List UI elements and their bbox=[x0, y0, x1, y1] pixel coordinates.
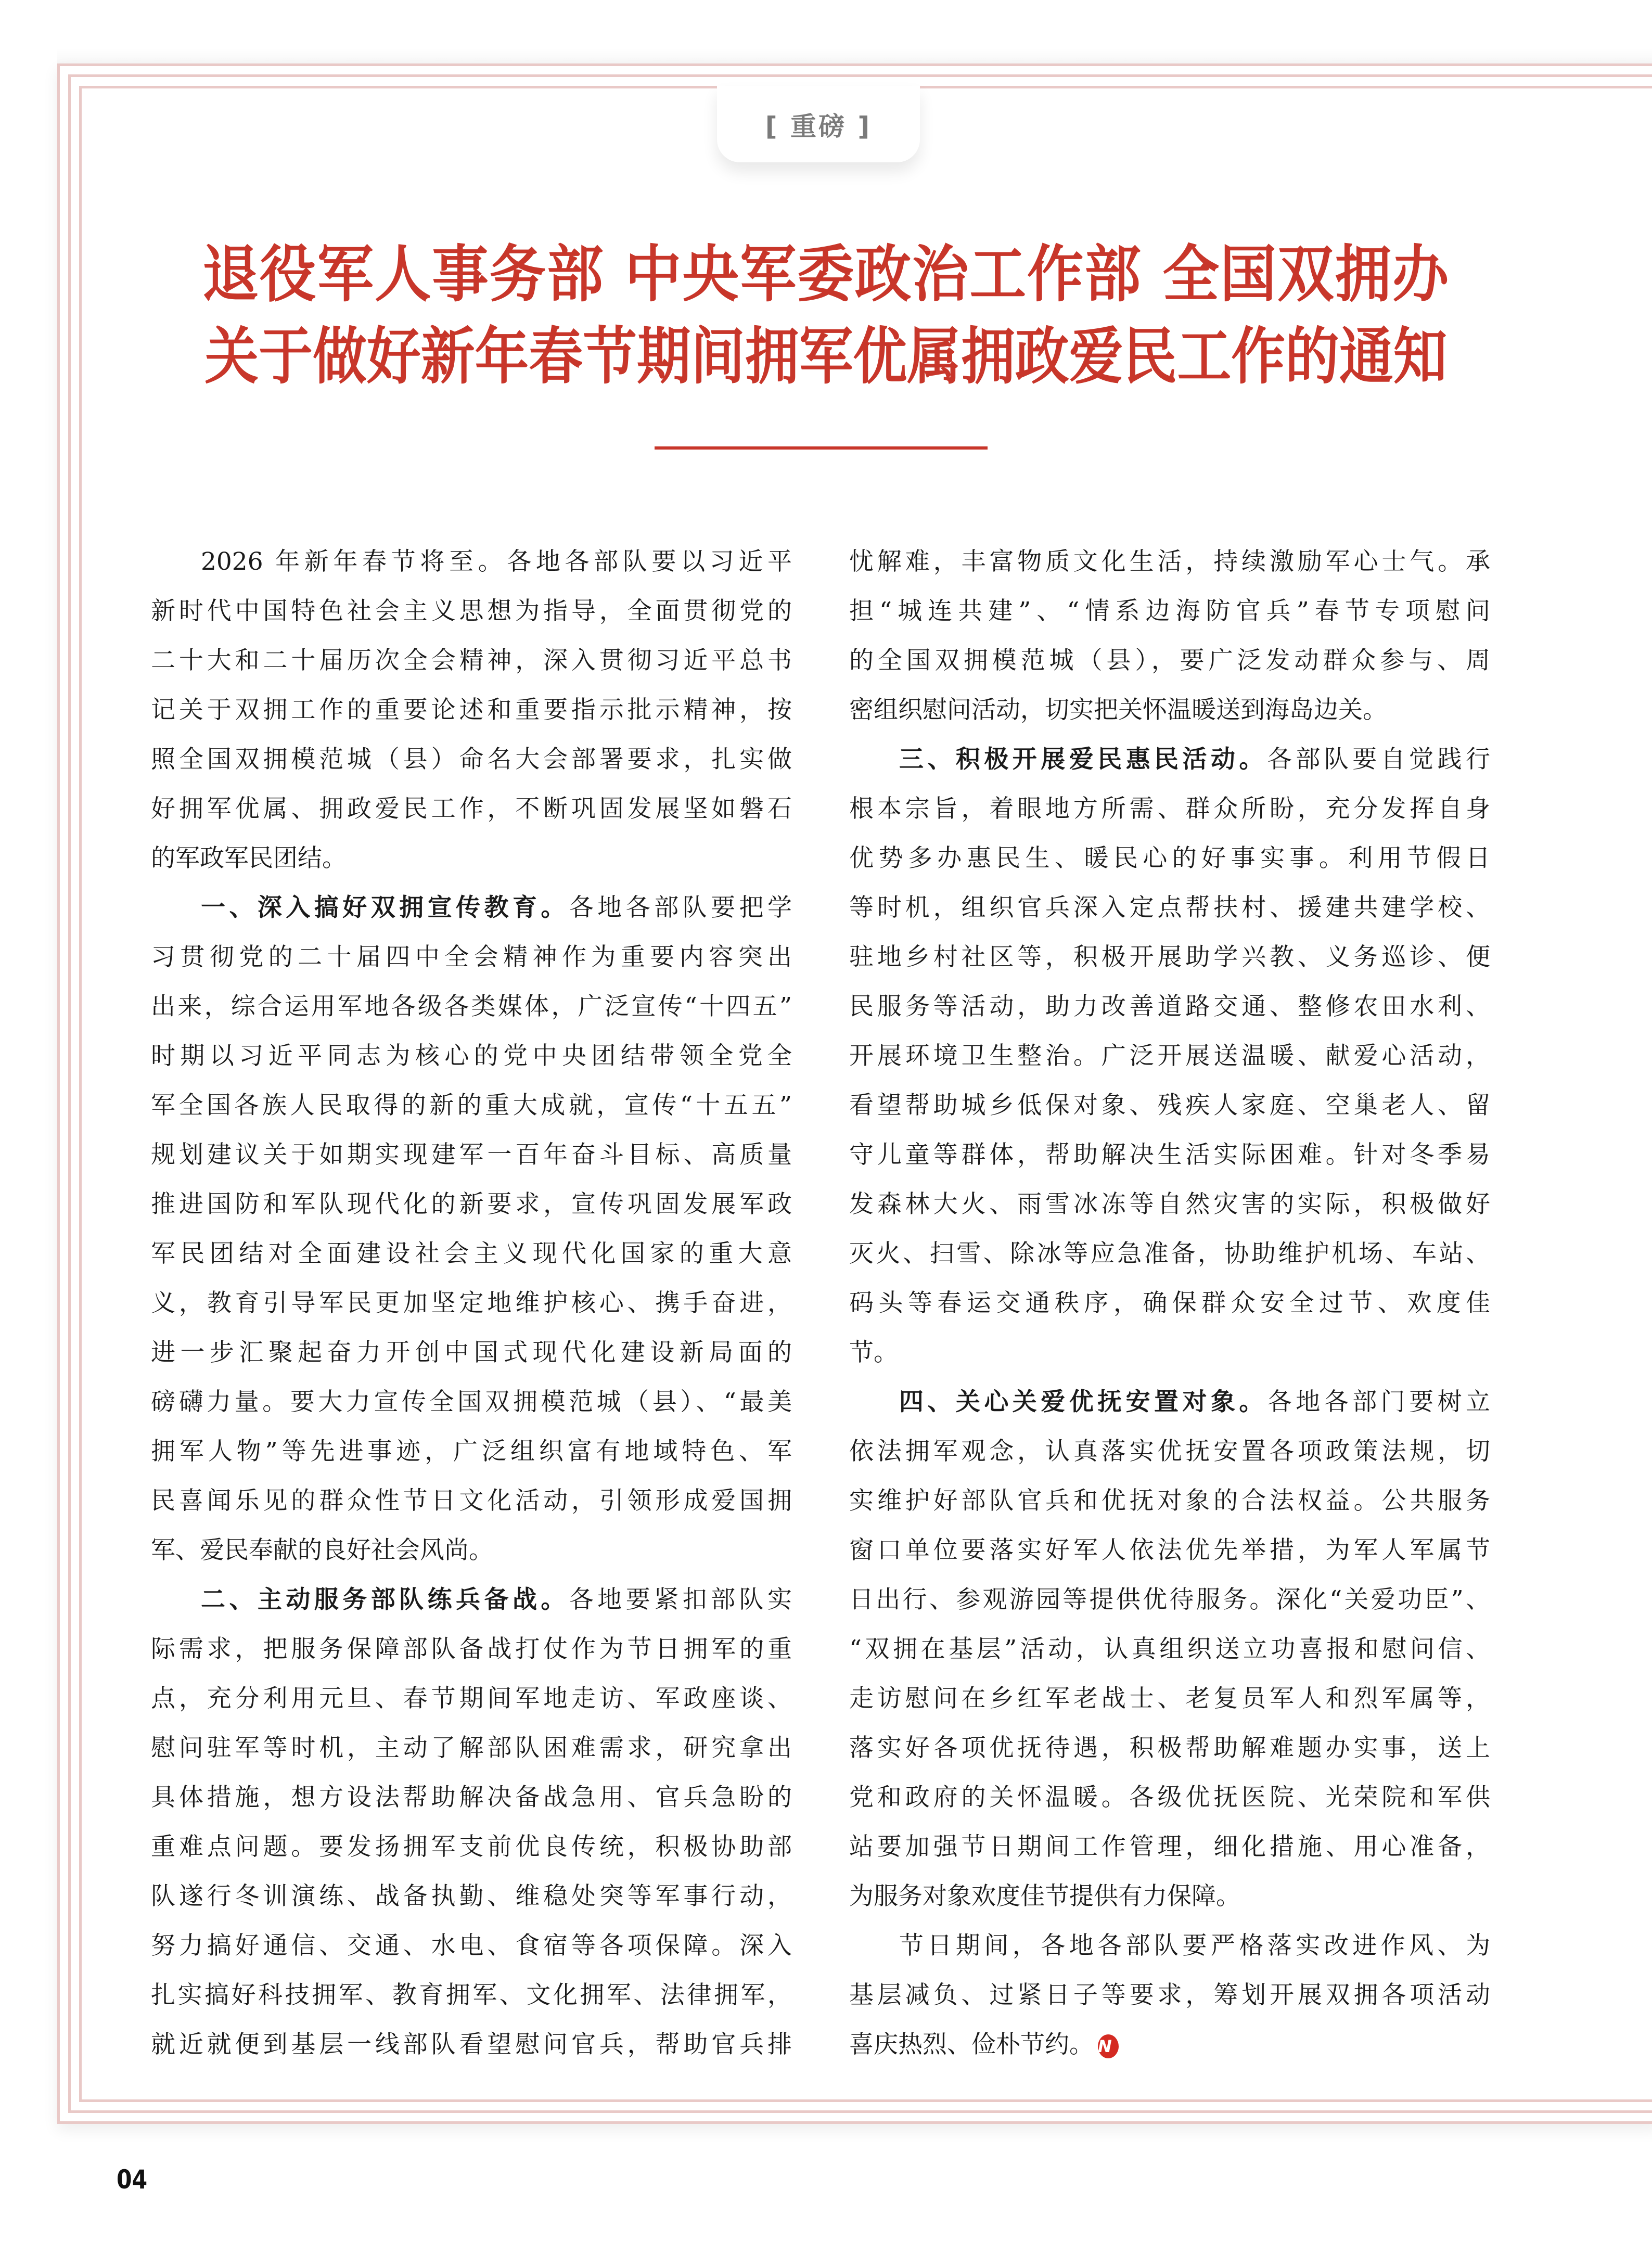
body-text-line bbox=[151, 735, 792, 784]
body-text: 实维护好部队官兵和优抚对象的合法权益。公共服务 bbox=[849, 1487, 1490, 1515]
body-text-line bbox=[151, 685, 792, 735]
body-text: 规划建议关于如期实现建军一百年奋斗目标、高质量 bbox=[151, 1141, 792, 1169]
section-tag bbox=[717, 86, 920, 162]
body-text: 各地各部队要把学 bbox=[569, 893, 792, 922]
body-text: 担“城连共建”、“情系边海防官兵”春节专项慰问 bbox=[849, 597, 1490, 625]
body-text-line bbox=[151, 1328, 792, 1377]
section-tag-label: [ 重磅 ] bbox=[765, 111, 872, 142]
body-text: 为服务对象欢度佳节提供有力保障。 bbox=[849, 1882, 1240, 1911]
body-text: 密组织慰问活动，切实把关怀温暖送到海岛边关。 bbox=[849, 696, 1387, 724]
body-text-line bbox=[849, 1674, 1490, 1723]
body-text: “双拥在基层”活动，认真组织送立功喜报和慰问信、 bbox=[849, 1635, 1490, 1663]
body-column-left bbox=[151, 537, 792, 2069]
body-text-line bbox=[151, 1427, 792, 1476]
body-text-line bbox=[849, 883, 1490, 932]
body-text: 的军政军民团结。 bbox=[151, 844, 347, 873]
body-text-line bbox=[849, 1278, 1490, 1328]
article-title-line-1: 退役军人事务部 中央军委政治工作部 全国双拥办 bbox=[202, 238, 1450, 310]
body-text: 码头等春运交通秩序，确保群众安全过节、欢度佳 bbox=[849, 1289, 1490, 1317]
body-text-line bbox=[849, 1575, 1490, 1624]
body-text-line bbox=[151, 586, 792, 636]
body-text: 好拥军优属、拥政爱民工作，不断巩固发展坚如磐石 bbox=[151, 795, 792, 823]
body-text-line bbox=[849, 834, 1490, 883]
body-text-line bbox=[151, 932, 792, 982]
body-text: 发森林大火、雨雪冰冻等自然灾害的实际，积极做好 bbox=[849, 1190, 1490, 1219]
body-text-line bbox=[151, 1624, 792, 1674]
body-text: 具体措施，想方设法帮助解决备战急用、官兵急盼的 bbox=[151, 1783, 792, 1812]
body-text: 优势多办惠民生、暖民心的好事实事。利用节假日 bbox=[849, 844, 1490, 873]
body-text: 守儿童等群体，帮助解决生活实际困难。针对冬季易 bbox=[849, 1141, 1490, 1169]
body-text: 记关于双拥工作的重要论述和重要指示批示精神，按 bbox=[151, 696, 792, 724]
body-text: 根本宗旨，着眼地方所需、群众所盼，充分发挥自身 bbox=[849, 795, 1490, 823]
body-text: 基层减负、过紧日子等要求，筹划开展双拥各项活动 bbox=[849, 1981, 1490, 2009]
body-text: 窗口单位要落实好军人依法优先举措，为军人军属节 bbox=[849, 1536, 1490, 1565]
body-text-line bbox=[849, 2020, 1490, 2069]
body-text-line bbox=[849, 1377, 1490, 1427]
body-text: 重难点问题。要发扬拥军支前优良传统，积极协助部 bbox=[151, 1833, 792, 1861]
body-text-line bbox=[849, 586, 1490, 636]
body-text-line bbox=[849, 636, 1490, 685]
body-text-line bbox=[151, 1970, 792, 2020]
body-text-line bbox=[849, 1723, 1490, 1773]
body-text-line bbox=[151, 1921, 792, 1970]
body-text-line bbox=[849, 1180, 1490, 1229]
body-text-line bbox=[151, 1031, 792, 1081]
body-text-line bbox=[151, 1229, 792, 1278]
body-text: 各地要紧扣部队实 bbox=[569, 1585, 792, 1614]
body-text-line bbox=[151, 1822, 792, 1872]
body-text-line bbox=[849, 1822, 1490, 1872]
body-text: 军全国各族人民取得的新的重大成就，宣传“十五五” bbox=[151, 1091, 792, 1120]
body-text: 新时代中国特色社会主义思想为指导，全面贯彻党的 bbox=[151, 597, 792, 625]
body-text-line bbox=[849, 1872, 1490, 1921]
body-text-line bbox=[849, 1427, 1490, 1476]
body-text-line bbox=[849, 537, 1490, 586]
body-text: 忧解难，丰富物质文化生活，持续激励军心士气。承 bbox=[849, 547, 1490, 576]
body-text: 拥军人物”等先进事迹，广泛组织富有地域特色、军 bbox=[151, 1437, 792, 1466]
body-text-line bbox=[151, 1130, 792, 1180]
body-text: 站要加强节日期间工作管理，细化措施、用心准备， bbox=[849, 1833, 1490, 1861]
body-text-line bbox=[151, 1575, 792, 1624]
body-text-line bbox=[151, 2020, 792, 2069]
body-text-line bbox=[151, 1476, 792, 1526]
body-text-line bbox=[849, 982, 1490, 1031]
body-text: 进一步汇聚起奋力开创中国式现代化建设新局面的 bbox=[151, 1338, 792, 1367]
body-text: 开展环境卫生整治。广泛开展送温暖、献爱心活动， bbox=[849, 1042, 1490, 1070]
body-text: 习贯彻党的二十届四中全会精神作为重要内容突出 bbox=[151, 943, 792, 971]
body-text-line bbox=[151, 784, 792, 834]
body-text-line bbox=[849, 1476, 1490, 1526]
page-number: 04 bbox=[117, 2164, 148, 2195]
body-text: 义，教育引导军民更加坚定地维护核心、携手奋进， bbox=[151, 1289, 792, 1317]
body-text: 驻地乡村社区等，积极开展助学兴教、义务巡诊、便 bbox=[849, 943, 1490, 971]
body-text-line bbox=[151, 1872, 792, 1921]
body-text: 时期以习近平同志为核心的党中央团结带领全党全 bbox=[151, 1042, 792, 1070]
body-text: 出来，综合运用军地各级各类媒体，广泛宣传“十四五” bbox=[151, 992, 792, 1021]
body-text: 走访慰问在乡红军老战士、老复员军人和烈军属等， bbox=[849, 1684, 1490, 1713]
body-text: 就近就便到基层一线部队看望慰问官兵，帮助官兵排 bbox=[151, 2030, 792, 2059]
body-text: 节。 bbox=[849, 1338, 898, 1367]
body-text-line bbox=[151, 1526, 792, 1575]
body-text: 军民团结对全面建设社会主义现代化国家的重大意 bbox=[151, 1239, 792, 1268]
body-text-line bbox=[849, 1328, 1490, 1377]
body-text: 日出行、参观游园等提供优待服务。深化“关爱功臣”、 bbox=[849, 1585, 1490, 1614]
body-text-line bbox=[849, 1773, 1490, 1822]
body-text-line bbox=[849, 1031, 1490, 1081]
section-heading: 三、积极开展爱民惠民活动。 bbox=[899, 745, 1267, 774]
page-shadow bbox=[57, 48, 1652, 63]
body-text: 二十大和二十届历次全会精神，深入贯彻习近平总书 bbox=[151, 646, 792, 675]
body-text-line bbox=[151, 883, 792, 932]
body-text-line bbox=[849, 784, 1490, 834]
section-heading: 二、主动服务部队练兵备战。 bbox=[201, 1585, 569, 1614]
body-text: 2026 年新年春节将至。各地各部队要以习近平 bbox=[201, 547, 792, 576]
end-mark-icon: N bbox=[1098, 2034, 1119, 2058]
body-text: 的全国双拥模范城（县），要广泛发动群众参与、周 bbox=[849, 646, 1490, 675]
article-title-line-2: 关于做好新年春节期间拥军优属拥政爱民工作的通知 bbox=[204, 320, 1448, 392]
body-text-line bbox=[151, 1773, 792, 1822]
body-text-line bbox=[151, 1081, 792, 1130]
body-text-line bbox=[151, 1377, 792, 1427]
body-text: 灭火、扫雪、除冰等应急准备，协助维护机场、车站、 bbox=[849, 1239, 1490, 1268]
body-text: 照全国双拥模范城（县）命名大会部署要求，扎实做 bbox=[151, 745, 792, 774]
body-text: 等时机，组织官兵深入定点帮扶村、援建共建学校、 bbox=[849, 893, 1490, 922]
body-text: 看望帮助城乡低保对象、残疾人家庭、空巢老人、留 bbox=[849, 1091, 1490, 1120]
body-text: 落实好各项优抚待遇，积极帮助解难题办实事，送上 bbox=[849, 1734, 1490, 1762]
body-text: 民服务等活动，助力改善道路交通、整修农田水利、 bbox=[849, 992, 1490, 1021]
body-text-line bbox=[849, 1921, 1490, 1970]
body-text: 党和政府的关怀温暖。各级优抚医院、光荣院和军供 bbox=[849, 1783, 1490, 1812]
body-text: 各部队要自觉践行 bbox=[1267, 745, 1490, 774]
body-text-line bbox=[151, 537, 792, 586]
body-text: 努力搞好通信、交通、水电、食宿等各项保障。深入 bbox=[151, 1931, 792, 1960]
body-text-line bbox=[849, 932, 1490, 982]
body-text-line bbox=[849, 1970, 1490, 2020]
body-text-line bbox=[849, 685, 1490, 735]
body-text: 推进国防和军队现代化的新要求，宣传巩固发展军政 bbox=[151, 1190, 792, 1219]
body-text: 磅礴力量。要大力宣传全国双拥模范城（县）、“最美 bbox=[151, 1388, 792, 1416]
body-text: 慰问驻军等时机，主动了解部队困难需求，研究拿出 bbox=[151, 1734, 792, 1762]
body-text-line bbox=[849, 1081, 1490, 1130]
body-text-line bbox=[849, 1229, 1490, 1278]
body-text: 节日期间，各地各部队要严格落实改进作风、为 bbox=[899, 1931, 1490, 1960]
body-text: 点，充分利用元旦、春节期间军地走访、军政座谈、 bbox=[151, 1684, 792, 1713]
body-text-line bbox=[151, 1674, 792, 1723]
body-text-line bbox=[151, 834, 792, 883]
body-text-line bbox=[849, 1624, 1490, 1674]
body-text-line bbox=[151, 1180, 792, 1229]
body-text: 依法拥军观念，认真落实优抚安置各项政策法规，切 bbox=[849, 1437, 1490, 1466]
body-column-right bbox=[849, 537, 1490, 2069]
body-text: 扎实搞好科技拥军、教育拥军、文化拥军、法律拥军， bbox=[151, 1981, 792, 2009]
body-text-line bbox=[849, 735, 1490, 784]
body-text: 军、爱民奉献的良好社会风尚。 bbox=[151, 1536, 493, 1565]
body-text-line bbox=[151, 982, 792, 1031]
body-text-line bbox=[151, 1278, 792, 1328]
section-heading: 一、深入搞好双拥宣传教育。 bbox=[201, 893, 569, 922]
section-heading: 四、关心关爱优抚安置对象。 bbox=[899, 1388, 1267, 1416]
body-text-line bbox=[849, 1130, 1490, 1180]
body-text-line bbox=[151, 636, 792, 685]
title-divider bbox=[655, 446, 988, 450]
body-text: 喜庆热烈、俭朴节约。 bbox=[849, 2030, 1094, 2059]
body-text: 民喜闻乐见的群众性节日文化活动，引领形成爱国拥 bbox=[151, 1487, 792, 1515]
body-text: 际需求，把服务保障部队备战打仗作为节日拥军的重 bbox=[151, 1635, 792, 1663]
body-text: 各地各部门要树立 bbox=[1267, 1388, 1490, 1416]
body-text-line bbox=[849, 1526, 1490, 1575]
body-text: 队遂行冬训演练、战备执勤、维稳处突等军事行动， bbox=[151, 1882, 792, 1911]
body-text-line bbox=[151, 1723, 792, 1773]
